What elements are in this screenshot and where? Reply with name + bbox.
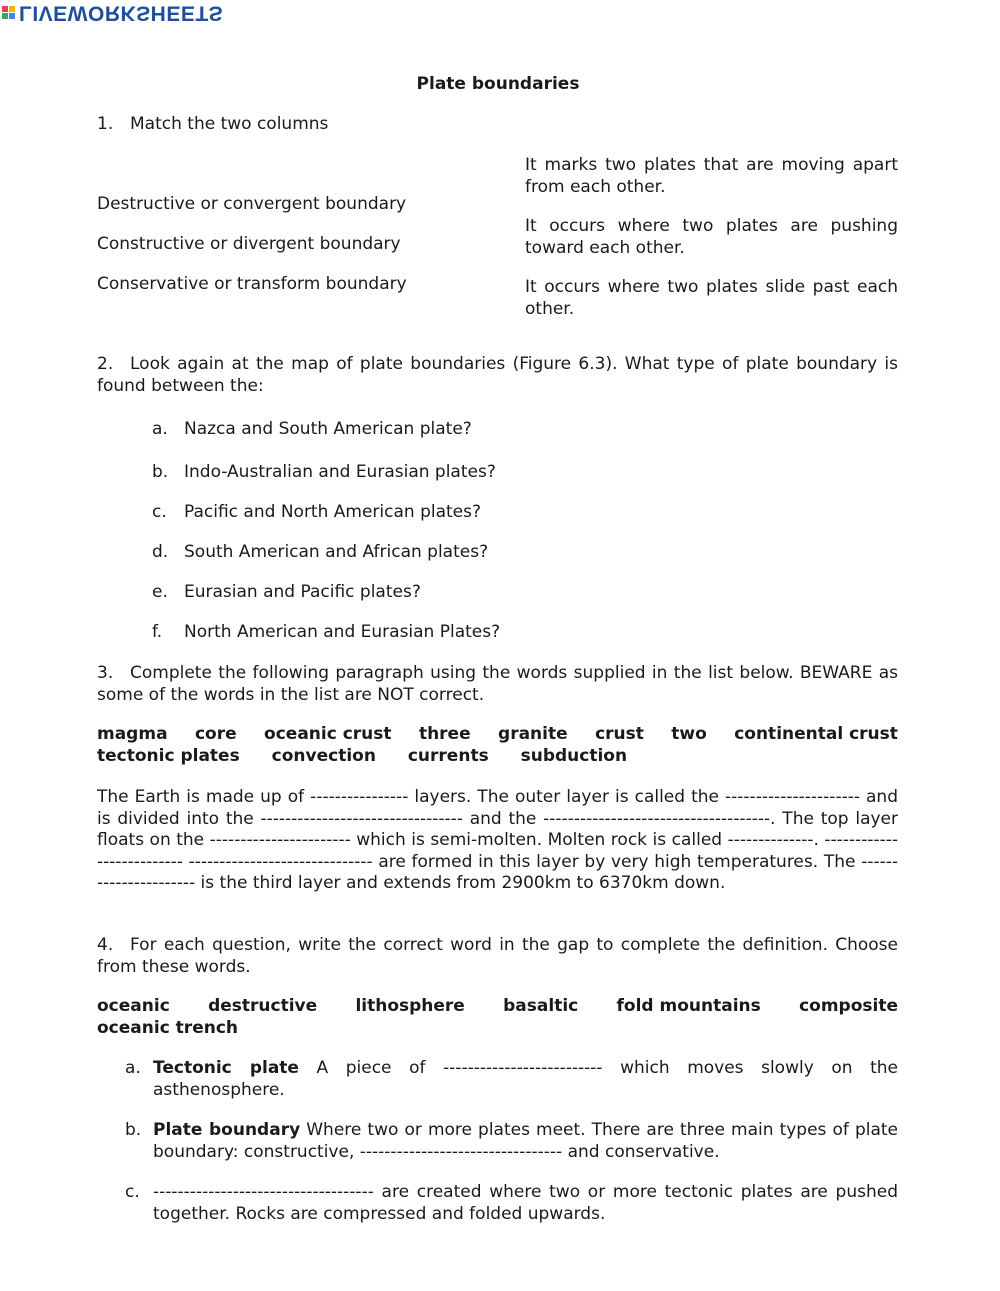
q4-item-body bbox=[153, 1182, 898, 1225]
word-bank-word: subduction bbox=[520, 745, 628, 766]
word-bank-word: destructive bbox=[208, 996, 318, 1016]
word-bank-word: magma bbox=[97, 724, 168, 744]
word-bank-word: three bbox=[418, 724, 471, 744]
q1-left-item-3[interactable]: Conservative or transform boundary bbox=[97, 274, 407, 294]
q3-word-bank bbox=[97, 724, 898, 767]
q2-number: 2. bbox=[97, 354, 114, 374]
q4-item-term: Tectonic plate bbox=[153, 1058, 299, 1078]
word-bank-word: oceanic bbox=[97, 996, 170, 1016]
word-bank-word: crust bbox=[595, 724, 644, 744]
q2-item-letter: d. bbox=[152, 542, 169, 562]
q1-number: 1. bbox=[97, 114, 114, 134]
logo-squares-icon bbox=[2, 6, 15, 19]
q1-right-item-2[interactable]: It occurs where two plates are pushing toward each other. bbox=[525, 216, 898, 258]
q2-item-f[interactable] bbox=[152, 622, 500, 644]
page-title: Plate boundaries bbox=[416, 74, 580, 94]
word-bank-word: convection bbox=[271, 745, 376, 766]
q2-item-letter: a. bbox=[152, 419, 168, 439]
q1-left-item-1[interactable]: Destructive or convergent boundary bbox=[97, 194, 407, 214]
q2-item-text: South American and African plates? bbox=[184, 542, 489, 562]
q2-item-text: Pacific and North American plates? bbox=[184, 502, 482, 522]
q1-text: Match the two columns bbox=[130, 114, 329, 134]
q1-prompt bbox=[97, 114, 328, 136]
q3-paragraph[interactable]: The Earth is made up of ---------------- layers. The outer layer is called the ---------------------- and is divided into the --------------------------------- and the -------------------------------------. The top layer floats on the ----------------------- which is semi-molten. Molten rock is called --------------. -------------------------- ------------------------------ are formed in this layer by very high temperatures. The ---------------------- is the third layer and extends from 2900km to 6370km down. bbox=[97, 787, 898, 893]
logo-text: LIVEWORKSHEETS bbox=[19, 1, 224, 25]
word-bank-word: core bbox=[194, 724, 237, 744]
q4-text: For each question, write the correct word in the gap to complete the definition. Choose from these words. bbox=[97, 935, 898, 977]
q2-item-letter: c. bbox=[152, 502, 167, 522]
q4-item-body bbox=[153, 1058, 898, 1101]
q3-text: Complete the following paragraph using the words supplied in the list below. BEWARE as some of the words in the list are NOT correct. bbox=[97, 663, 898, 705]
q4-item-letter: a. bbox=[125, 1058, 141, 1078]
word-bank-word: continental crust bbox=[734, 724, 898, 744]
q2-item-letter: b. bbox=[152, 462, 169, 482]
q2-item-a[interactable] bbox=[152, 419, 472, 441]
word-bank-word: granite bbox=[498, 724, 568, 744]
q2-item-text: Indo-Australian and Eurasian plates? bbox=[184, 462, 496, 482]
logo-square-blue bbox=[9, 13, 15, 19]
q3-number: 3. bbox=[97, 663, 114, 683]
word-bank-word: oceanic trench bbox=[97, 1017, 239, 1038]
word-bank-row bbox=[97, 1018, 898, 1040]
q4-item-letter: b. bbox=[125, 1120, 142, 1140]
q4-item-b[interactable] bbox=[97, 1120, 898, 1163]
q1-left-item-2[interactable]: Constructive or divergent boundary bbox=[97, 234, 401, 254]
q2-item-d[interactable] bbox=[152, 542, 488, 564]
word-bank-word: currents bbox=[407, 745, 489, 766]
q2-text: Look again at the map of plate boundaries (Figure 6.3). What type of plate boundary is found between the: bbox=[97, 354, 898, 396]
logo-square-yellow bbox=[9, 6, 15, 12]
q4-word-bank bbox=[97, 996, 898, 1039]
word-bank-word: oceanic crust bbox=[264, 724, 392, 744]
q2-item-c[interactable] bbox=[152, 502, 481, 524]
q2-item-e[interactable] bbox=[152, 582, 421, 604]
q4-item-a[interactable] bbox=[97, 1058, 898, 1101]
logo-square-red bbox=[2, 6, 8, 12]
q4-item-term: Plate boundary bbox=[153, 1120, 301, 1140]
q2-item-text: North American and Eurasian Plates? bbox=[184, 622, 501, 642]
word-bank-row bbox=[97, 724, 898, 746]
q2-item-text: Eurasian and Pacific plates? bbox=[184, 582, 421, 602]
q4-item-body bbox=[153, 1120, 898, 1163]
q4-item-text: Where two or more plates meet. There are three main types of plate boundary: constructive, --------------------------------- and conservative. bbox=[153, 1120, 898, 1162]
q1-right-item-3[interactable]: It occurs where two plates slide past each other. bbox=[525, 277, 898, 319]
q2-item-letter: e. bbox=[152, 582, 168, 602]
word-bank-row bbox=[97, 746, 898, 768]
word-bank-row bbox=[97, 996, 898, 1018]
word-bank-word: basaltic bbox=[503, 996, 579, 1016]
logo-square-green bbox=[2, 13, 8, 19]
q4-item-c[interactable] bbox=[97, 1182, 898, 1225]
liveworksheets-logo bbox=[2, 2, 223, 24]
q4-item-text: A piece of -------------------------- which moves slowly on the asthenosphere. bbox=[153, 1058, 898, 1100]
q4-prompt bbox=[97, 935, 898, 978]
q1-right-item-1[interactable]: It marks two plates that are moving apart from each other. bbox=[525, 155, 898, 197]
q2-item-text: Nazca and South American plate? bbox=[184, 419, 472, 439]
word-bank-word: lithosphere bbox=[355, 996, 465, 1016]
word-bank-word: two bbox=[671, 724, 707, 744]
word-bank-word: fold mountains bbox=[616, 996, 761, 1016]
q4-item-letter: c. bbox=[125, 1182, 140, 1202]
word-bank-word: tectonic plates bbox=[97, 745, 240, 766]
word-bank-word: composite bbox=[799, 996, 898, 1016]
q3-prompt bbox=[97, 663, 898, 706]
q2-prompt bbox=[97, 354, 898, 397]
q4-number: 4. bbox=[97, 935, 114, 955]
q2-item-b[interactable] bbox=[152, 462, 496, 484]
q4-item-text: ------------------------------------ are created where two or more tectonic plates are pushed together. Rocks are compressed and folded upwards. bbox=[153, 1182, 898, 1224]
q2-item-letter: f. bbox=[152, 622, 163, 642]
